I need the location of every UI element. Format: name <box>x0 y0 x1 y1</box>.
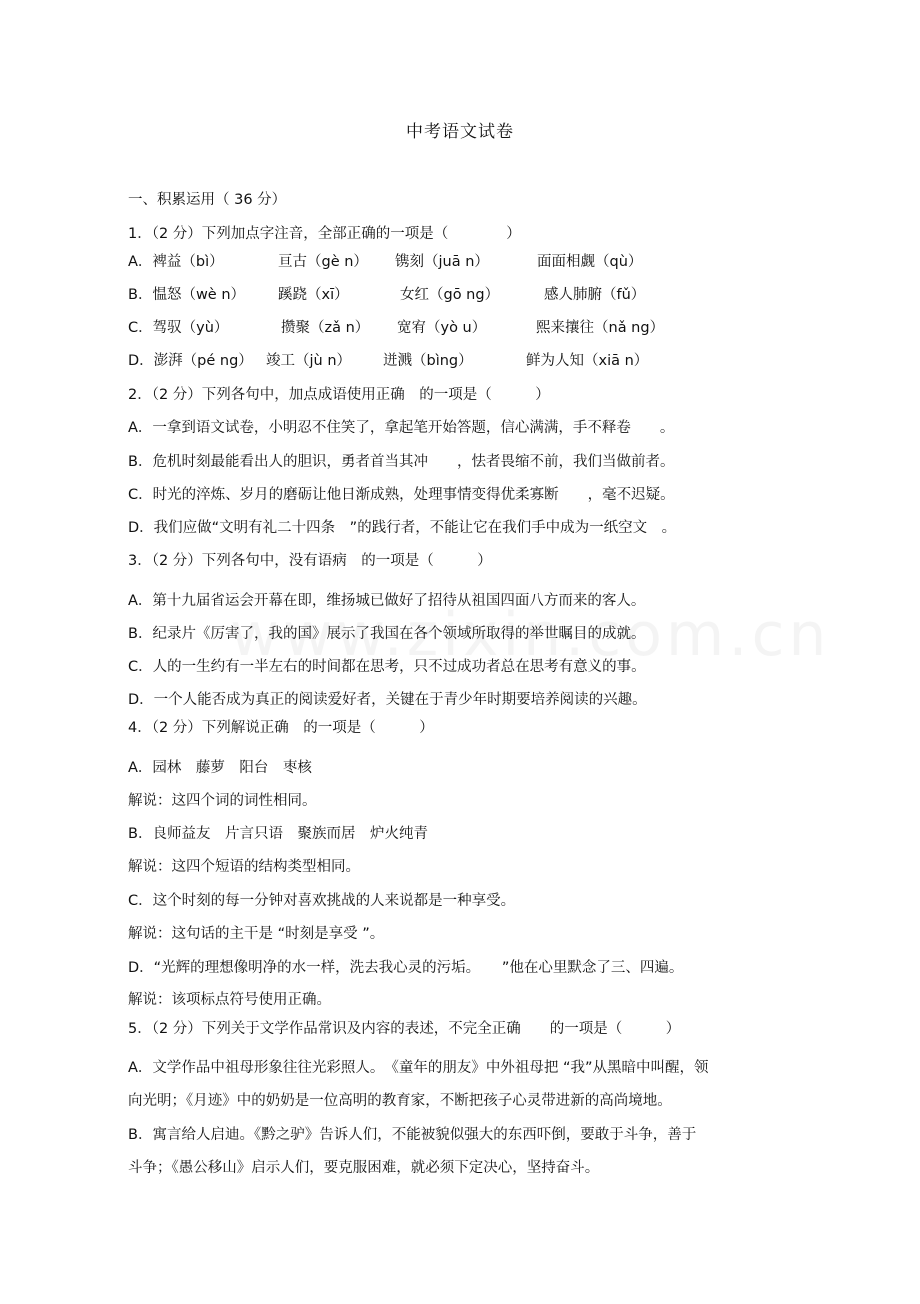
q2-stem: 2．（2 分）下列各句中，加点成语使用正确 的一项是（ ） <box>128 387 550 403</box>
q5-option-b-line2: 斗争；《愚公移山》启示人们，要克服困难，就必须下定决心，坚持奋斗。 <box>128 1160 600 1176</box>
q2-option-a: A．一拿到语文试卷，小明忍不住笑了，拿起笔开始答题，信心满满，手不释卷 。 <box>128 420 675 436</box>
q4-note-d: 解说：该项标点符号使用正确。 <box>128 992 331 1008</box>
q5-option-a-line1: A．文学作品中祖母形象往往光彩照人。 《童年的朋友》中外祖母把 “我”从黑暗中叫醒，领 <box>128 1060 709 1076</box>
q1-option-a: A．裨益（bì） 亘古（gè n） 镌刻（juā n） 面面相觑（qù） <box>128 254 643 270</box>
q3-option-c: C．人的一生约有一半左右的时间都在思考，只不过成功者总在思考有意义的事。 <box>128 659 646 675</box>
section-heading: 一、积累运用（ 36 分） <box>128 192 287 208</box>
q1-option-c: C．驾驭（yù） 攒聚（zǎ n） 宽宥（yò u） 熙来攘往（nǎ ng） <box>128 320 665 336</box>
q3-stem: 3．（2 分）下列各句中，没有语病 的一项是（ ） <box>128 553 492 569</box>
q5-stem: 5．（2 分）下列关于文学作品常识及内容的表述，不完全正确 的一项是（ ） <box>128 1021 681 1037</box>
q3-option-b: B．纪录片《厉害了，我的国》展示了我国在各个领域所取得的举世瞩目的成就。 <box>128 626 646 642</box>
page-title: 中考语文试卷 <box>406 122 514 142</box>
q3-option-d: D．一个人能否成为真正的阅读爱好者，关键在于青少年时期要培养阅读的兴趣。 <box>128 692 647 708</box>
q4-note-b: 解说：这四个短语的结构类型相同。 <box>128 859 360 875</box>
q5-option-a-line2: 向光明；《月迹》中的奶奶是一位高明的教育家，不断把孩子心灵带进新的高尚境地。 <box>128 1093 672 1109</box>
q4-option-a: A．园林 藤萝 阳台 枣核 <box>128 760 312 776</box>
q4-note-c: 解说：这句话的主干是 “时刻是享受 ”。 <box>128 926 385 942</box>
q4-option-b: B．良师益友 片言只语 聚族而居 炉火纯青 <box>128 826 428 842</box>
q5-option-b-line1: B．寓言给人启迪。《黔之驴》告诉人们，不能被貌似强大的东西吓倒，要敢于斗争，善于 <box>128 1127 697 1143</box>
q1-option-b: B．愠怒（wè n） 蹊跷（xī） 女红（gō ng） 感人肺腑（fǔ） <box>128 287 646 303</box>
q4-option-d: D．“光辉的理想像明净的水一样，洗去我心灵的污垢。 ”他在心里默念了三、四遍。 <box>128 960 684 976</box>
q2-option-d: D．我们应做“文明有礼二十四条 ”的践行者，不能让它在我们手中成为一纸空文 。 <box>128 520 677 536</box>
q4-note-a: 解说：这四个词的词性相同。 <box>128 793 317 809</box>
q1-stem: 1．（2 分）下列加点字注音，全部正确的一项是（ ） <box>128 226 521 242</box>
q4-stem: 4．（2 分）下列解说正确 的一项是（ ） <box>128 720 434 736</box>
q2-option-b: B．危机时刻最能看出人的胆识，勇者首当其冲 ，怯者畏缩不前，我们当做前者。 <box>128 454 675 470</box>
q2-option-c: C．时光的淬炼、岁月的磨砺让他日渐成熟，处理事情变得优柔寡断 ，毫不迟疑。 <box>128 487 675 503</box>
q3-option-a: A．第十九届省运会开幕在即，维扬城已做好了招待从祖国四面八方而来的客人。 <box>128 593 646 609</box>
q1-option-d: D．澎湃（pé ng） 竣工（jù n） 迸溅（bìng） 鲜为人知（xiā n） <box>128 353 649 369</box>
q4-option-c: C．这个时刻的每一分钟对喜欢挑战的人来说都是一种享受。 <box>128 893 516 909</box>
